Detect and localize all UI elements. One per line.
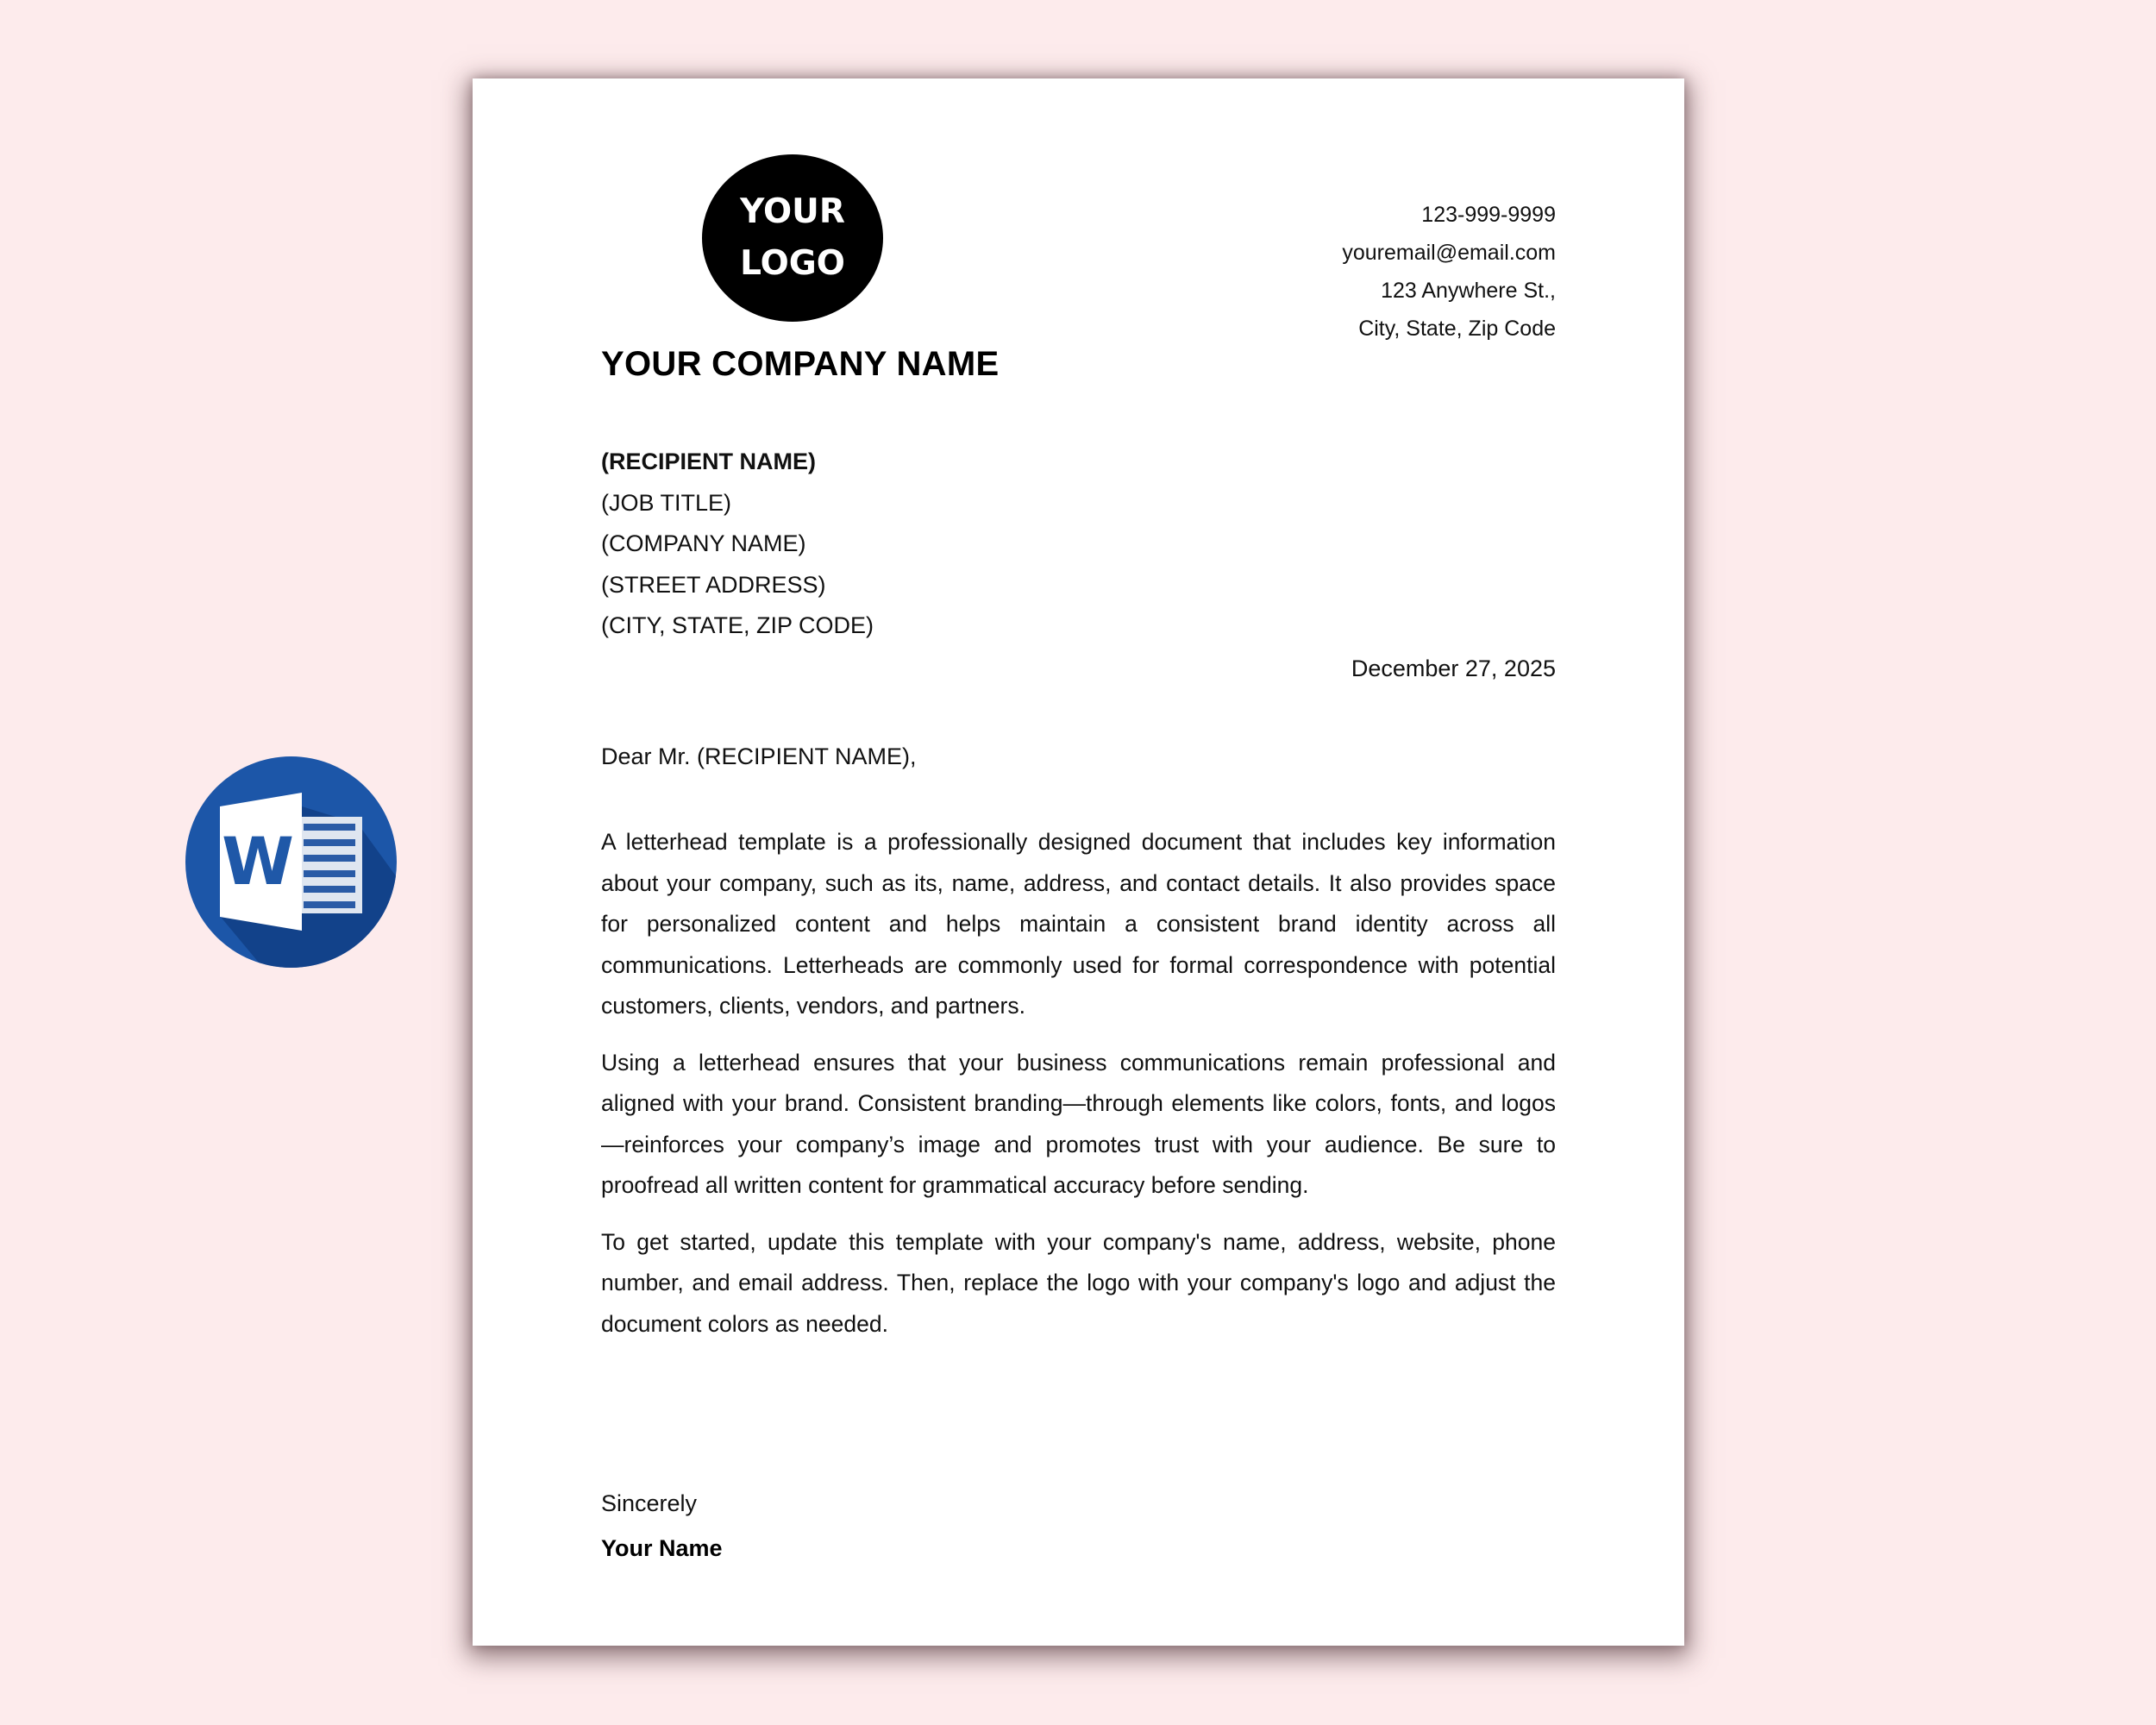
contact-street: 123 Anywhere St., [1381,279,1556,303]
letter-body [601,822,1556,1360]
body-paragraph-1: A letterhead template is a professionally designed document that includes key information about your company, such as its, name, address, and contact details. It also provides space for personalized content and helps maintain a consistent brand identity across all communications. Letterheads are commonly used for formal correspondence with potential customers, clients, vendors, and partners. [601,829,1556,1019]
word-letter: W [222,823,294,900]
recipient-job-title: (JOB TITLE) [601,489,732,516]
recipient-name: (RECIPIENT NAME) [601,448,816,474]
contact-block [1342,196,1556,348]
company-logo [702,154,883,322]
word-app-icon [185,756,397,968]
salutation: Dear Mr. (RECIPIENT NAME), [601,743,917,769]
body-paragraph-3: To get started, update this template with your company's name, address, website, phone number, and email address. Then, replace the logo with your company's logo and adjust the document colors as needed. [601,1228,1556,1337]
recipient-street: (STREET ADDRESS) [601,571,826,598]
closing: Sincerely [601,1490,698,1516]
body-paragraph-2: Using a letterhead ensures that your business communications remain professional and aligned with your brand. Consistent branding—through elements like colors, fonts, and logos—reinforces your company’s image and promotes trust with your audience. Be sure to proofread all written content for grammatical accuracy before sending. [601,1049,1556,1198]
logo-line-1: YOUR [740,192,845,231]
logo-line-2: LOGO [740,244,845,283]
letter-date: December 27, 2025 [1351,656,1556,681]
signature-name: Your Name [601,1535,723,1561]
recipient-block [601,442,874,647]
contact-phone: 123-999-9999 [1421,203,1556,227]
word-icon [185,756,397,968]
contact-email: youremail@email.com [1342,241,1556,265]
recipient-city: (CITY, STATE, ZIP CODE) [601,612,874,638]
contact-city: City, State, Zip Code [1358,317,1556,341]
company-name: YOUR COMPANY NAME [601,345,1000,383]
recipient-company: (COMPANY NAME) [601,530,806,556]
letter-page [473,78,1684,1646]
